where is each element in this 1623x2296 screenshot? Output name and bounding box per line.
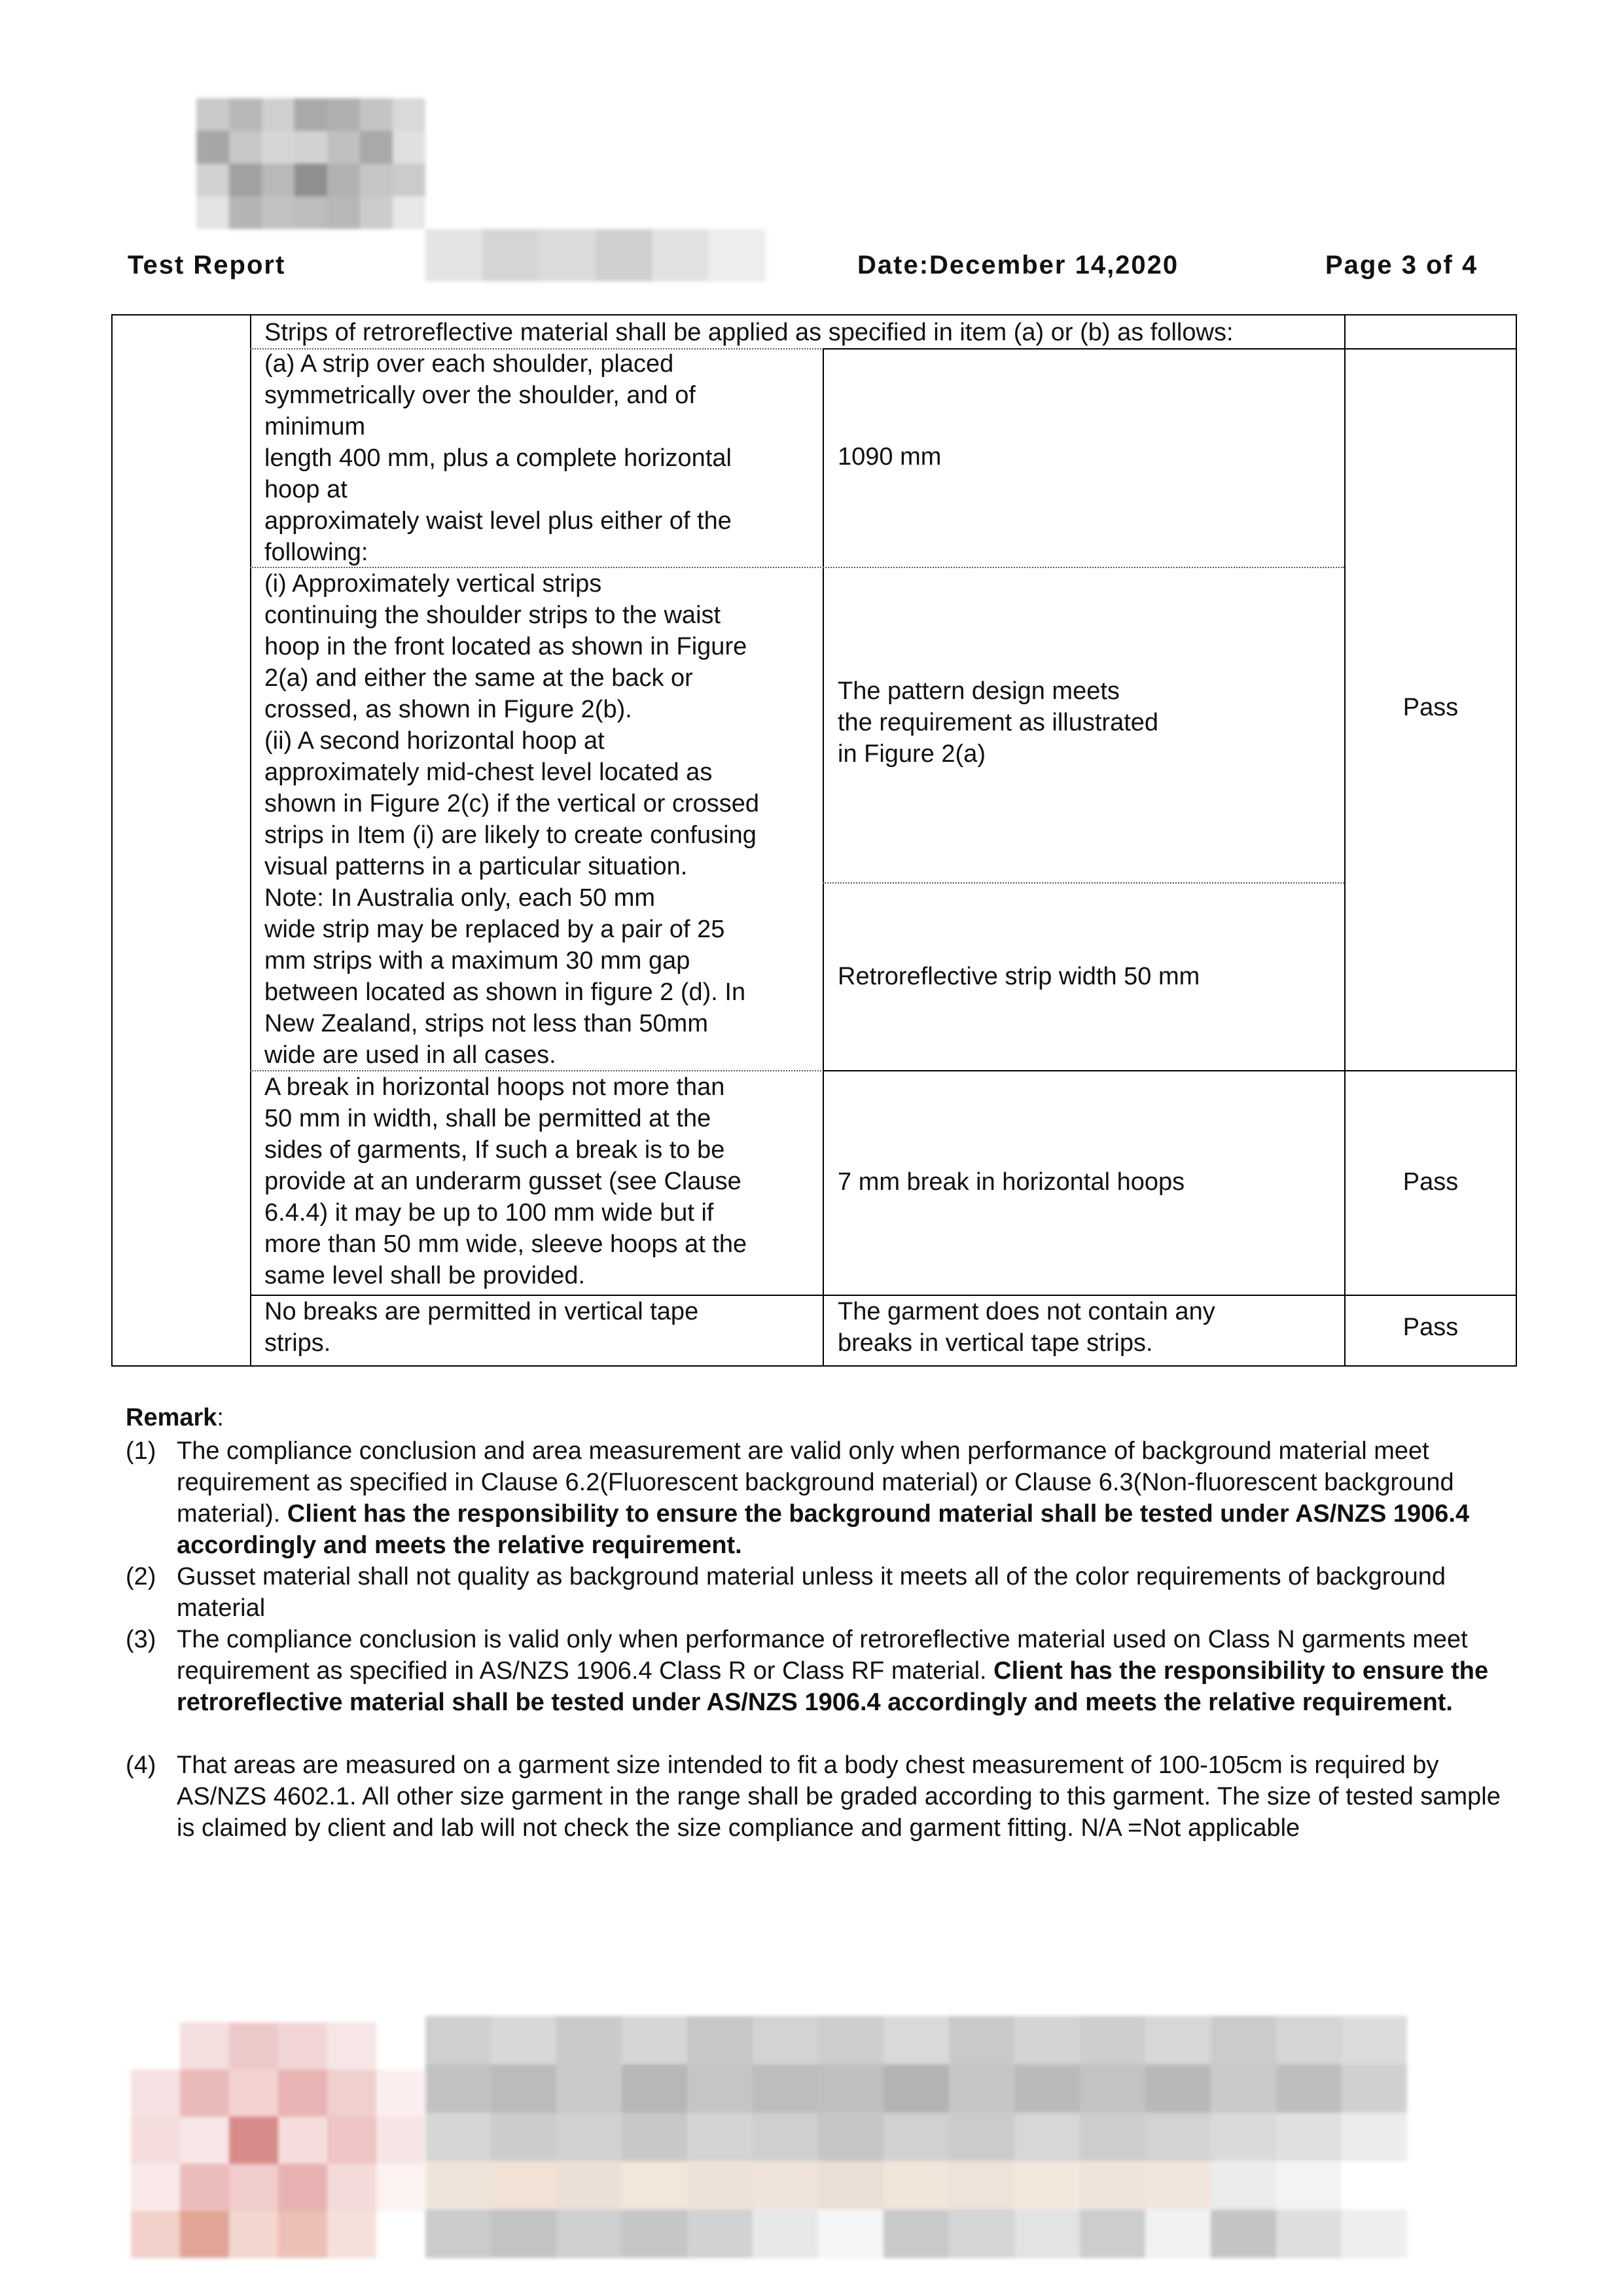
verdict-pass: Pass xyxy=(1402,694,1459,721)
stamp-blurred xyxy=(131,2022,425,2258)
remark-text: Gusset material shall not quality as background material unless it meets all of the color requirements of background material xyxy=(177,1563,1446,1622)
remark-heading xyxy=(126,1404,224,1432)
result-a: 1090 mm xyxy=(838,443,942,471)
remark-text: The compliance conclusion is valid only when performance of retroreflective material used on Class N garments meet requirement as specified in AS/NZS 1906.4 Class R or Class RF material. xyxy=(177,1626,1468,1685)
verdict-pass: Pass xyxy=(1402,1168,1459,1196)
requirement-vertical-breaks: No breaks are permitted in vertical tape strips. xyxy=(264,1298,699,1357)
requirement-break: A break in horizontal hoops not more than 50 mm in width, shall be permitted at the sides of garments, If such a break is to be provide at an underarm gusset (see Clause 6.4.4) it may be up to 100 mm wide but if more than 50 mm wide, sleeve hoops at the same level shall be provided. xyxy=(264,1073,747,1289)
result-break: 7 mm break in horizontal hoops xyxy=(838,1168,1185,1196)
report-date: Date:December 14,2020 xyxy=(857,251,1179,279)
remark-text: That areas are measured on a garment size intended to fit a body chest measurement of 100-105cm is required by AS/NZS 4602.1. All other size garment in the range shall be graded according to this garment. The size of tested sample is claimed by client and lab will not check the size compliance and garment fitting. N/A =Not applicable xyxy=(177,1751,1501,1842)
report-title: Test Report xyxy=(128,251,286,279)
remark-heading-colon: : xyxy=(217,1404,224,1431)
result-pattern: The pattern design meets the requirement as illustrated in Figure 2(a) xyxy=(838,677,1159,768)
remark-emphasis: Client has the responsibility to ensure the background material shall be tested under AS/NZS 1906.4 accordingly and meets the relative requirement. xyxy=(177,1500,1470,1559)
result-strip-width: Retroreflective strip width 50 mm xyxy=(838,963,1200,990)
requirement-note: Note: In Australia only, each 50 mm wide strip may be replaced by a pair of 25 mm strips with a maximum 30 mm gap between located as shown in figure 2 (d). In New Zealand, strips not less than 50mm wide are used in all cases. xyxy=(264,884,746,1069)
company-logo-blurred xyxy=(196,98,458,229)
verdict-pass: Pass xyxy=(1402,1314,1459,1341)
header-reference-blurred xyxy=(425,229,766,281)
remark-emphasis: Client has the responsibility to ensure the retroreflective material shall be tested under AS/NZS 1906.4 accordingly and meets the relative requirement. xyxy=(177,1657,1489,1716)
page-number: Page 3 of 4 xyxy=(1325,251,1478,279)
footer-text-blurred xyxy=(425,2016,1407,2258)
compliance-table xyxy=(111,314,1517,1367)
result-vertical-breaks: The garment does not contain any breaks in vertical tape strips. xyxy=(838,1298,1215,1357)
remark-text: The compliance conclusion and area measurement are valid only when performance of background material meet requirement as specified in Clause 6.2(Fluorescent background material) or Clause 6.3(Non-fluorescent background material). xyxy=(177,1437,1454,1528)
remark-number: (1) xyxy=(126,1437,156,1465)
table-heading: Strips of retroreflective material shall be applied as specified in item (a) or (b) as follows: xyxy=(264,319,1234,346)
remark-heading-text: Remark xyxy=(126,1404,217,1431)
requirement-i-ii: (i) Approximately vertical strips continuing the shoulder strips to the waist hoop in the front located as shown in Figure 2(a) and either the same at the back or crossed, as shown in Figure 2(b). (ii) A second horizontal hoop at approximately mid-chest level located as shown in Figure 2(c) if the vertical or crossed strips in Item (i) are likely to create confusing visual patterns in a particular situation. xyxy=(264,570,760,880)
remark-number: (3) xyxy=(126,1626,156,1653)
remark-number: (2) xyxy=(126,1563,156,1590)
remark-number: (4) xyxy=(126,1751,156,1779)
requirement-a: (a) A strip over each shoulder, placed symmetrically over the shoulder, and of minimum length 400 mm, plus a complete horizontal hoop at approximately waist level plus either of the following: xyxy=(264,350,732,566)
